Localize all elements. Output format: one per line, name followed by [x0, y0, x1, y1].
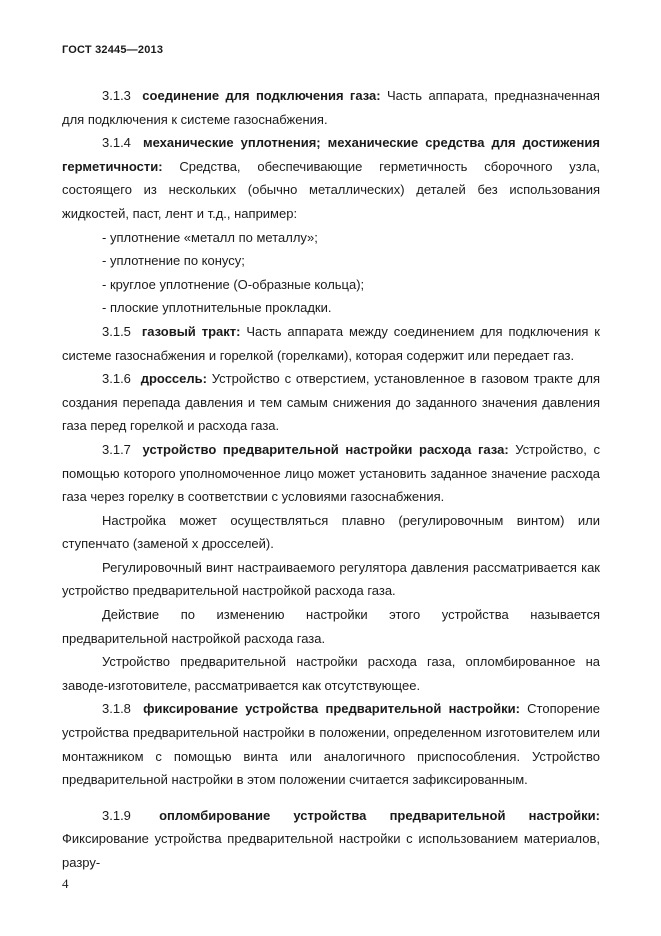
section-number: 3.1.6 — [102, 371, 131, 387]
section-number: 3.1.4 — [102, 135, 131, 151]
paragraph: Настройка может осуществляться плавно (регулировочным винтом) или ступенчато (заменой х дросселей). — [62, 512, 600, 552]
paragraph: Устройство предварительной настройки расхода газа, опломбированное на заводе-изготовителе, рассматривается как отсутствующее. — [62, 654, 600, 693]
section-term: газовый тракт: — [141, 323, 241, 339]
section-3-1-9 — [62, 804, 600, 875]
section-term: опломбирование устройства предварительной настройки: — [159, 807, 600, 823]
section-term: устройство предварительной настройки расхода газа: — [142, 441, 509, 457]
section-number: 3.1.5 — [102, 323, 131, 339]
section-definition: Средства, обеспечивающие герметичность сборочного узла, состоящего из нескольких (обычно металлических) деталей без использования жидкостей, паст, лент и т.д., например: — [62, 158, 600, 221]
list-item: - уплотнение по конусу; — [102, 253, 245, 269]
section-definition: Часть аппарата, предназначенная для подключения к системе газоснабжения. — [62, 88, 600, 127]
section-definition: Устройство с отверстием, установленное в газовом тракте для создания перепада давления и тем самым снижения до заданного значения давления газа перед горелкой и расхода газа. — [62, 371, 600, 434]
section-number: 3.1.8 — [102, 701, 131, 717]
paragraph: Регулировочный винт настраиваемого регулятора давления рассматривается как устройство предварительной настройкой расхода газа. — [62, 559, 600, 599]
section-3-1-4 — [62, 131, 600, 225]
page-number: 4 — [62, 876, 69, 891]
list-item: - уплотнение «металл по металлу»; — [102, 229, 318, 245]
section-3-1-7 — [62, 438, 600, 509]
section-term: механические уплотнения; механические средства для достижения герметичности: — [62, 135, 600, 174]
section-3-1-6 — [62, 367, 600, 438]
section-3-1-8 — [62, 697, 600, 791]
section-term: дроссель: — [140, 371, 207, 387]
section-number: 3.1.7 — [102, 441, 131, 457]
section-3-1-5 — [62, 320, 600, 367]
section-3-1-3 — [62, 84, 600, 131]
section-definition: Фиксирование устройства предварительной настройки с использованием материалов, разру- — [62, 831, 600, 870]
section-definition: Устройство, с помощью которого уполномоченное лицо может установить заданное значение расхода газа через горелку в соответствии с условиями газоснабжения. — [62, 441, 600, 505]
section-number: 3.1.3 — [102, 88, 131, 103]
section-definition: Стопорение устройства предварительной настройки в положении, определенном изготовителем или монтажником с помощью винта или аналогичного приспособления. Устройство предварительной настройки в этом положении считается зафиксированным. — [62, 701, 600, 788]
section-term: соединение для подключения газа: — [142, 88, 381, 103]
section-number: 3.1.9 — [102, 807, 131, 823]
document-header: ГОСТ 32445—2013 — [62, 44, 164, 56]
list-item: - плоские уплотнительные прокладки. — [102, 300, 332, 316]
section-definition: Часть аппарата между соединением для подключения к системе газоснабжения и горелкой (горелками), которая содержит или передает газ. — [62, 323, 600, 363]
section-term: фиксирование устройства предварительной настройки: — [143, 701, 520, 717]
paragraph: Действие по изменению настройки этого устройства называется предварительной настройкой расхода газа. — [62, 607, 600, 646]
document-body — [62, 84, 600, 875]
list-item: - круглое уплотнение (О-образные кольца); — [102, 276, 365, 292]
